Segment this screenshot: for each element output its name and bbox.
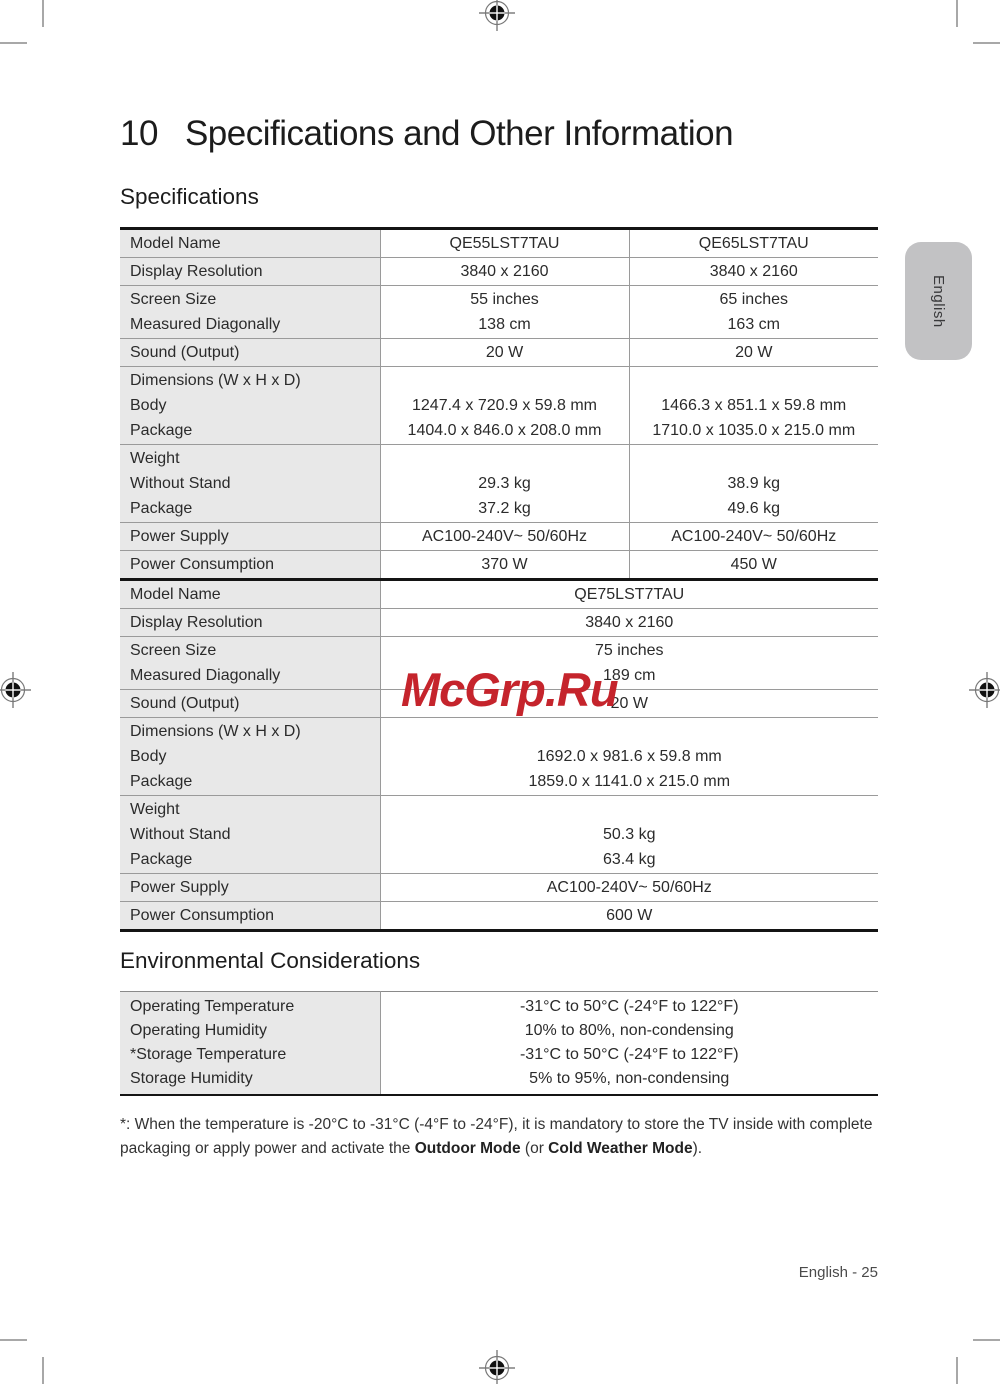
spec-row-label bbox=[120, 523, 380, 551]
spec-row-label bbox=[120, 902, 380, 931]
footnote-text: (or bbox=[520, 1140, 549, 1157]
spec-row-label bbox=[120, 874, 380, 902]
spec-table-row bbox=[120, 229, 878, 258]
cell-line: 29.3 kg bbox=[478, 475, 531, 492]
cell-line: Weight bbox=[130, 801, 180, 818]
cell-line: 3840 x 2160 bbox=[460, 263, 549, 280]
cell-line: Package bbox=[130, 422, 193, 439]
spec-row-value bbox=[380, 229, 629, 258]
cell-line: Measured Diagonally bbox=[130, 667, 281, 684]
cell-line: 370 W bbox=[481, 556, 528, 573]
cell-line: Display Resolution bbox=[130, 263, 263, 280]
cell-line: Sound (Output) bbox=[130, 344, 240, 361]
spec-row-label bbox=[120, 445, 380, 523]
spec-table-row bbox=[120, 286, 878, 339]
cell-line: 37.2 kg bbox=[478, 500, 531, 517]
spec-row-label bbox=[120, 580, 380, 609]
cell-line: QE75LST7TAU bbox=[574, 586, 685, 603]
footnote-text: *: When the temperature is -20°C to -31°C (-4°F to -24°F), it is mandatory to store the TV inside with complete packaging or apply power and activate the bbox=[120, 1115, 873, 1157]
cell-line: Package bbox=[130, 773, 193, 790]
cell-line: -31°C to 50°C (-24°F to 122°F) bbox=[519, 1046, 739, 1063]
cell-line: Dimensions (W x H x D) bbox=[130, 723, 301, 740]
cropmark-bottom-left-horizontal bbox=[0, 1339, 27, 1341]
cell-line: 1247.4 x 720.9 x 59.8 mm bbox=[412, 397, 597, 414]
language-side-tab bbox=[905, 242, 972, 360]
spec-row-value bbox=[380, 796, 878, 874]
cell-line bbox=[389, 719, 871, 744]
spec-row-value bbox=[380, 523, 629, 551]
language-side-tab-label: English bbox=[930, 274, 947, 328]
cropmark-top-left-vertical bbox=[42, 0, 44, 27]
cell-line: AC100-240V~ 50/60Hz bbox=[422, 528, 587, 545]
spec-row-label bbox=[120, 229, 380, 258]
spec-row-label bbox=[120, 258, 380, 286]
cell-line: 3840 x 2160 bbox=[585, 614, 674, 631]
registration-mark-icon bbox=[0, 672, 31, 708]
spec-row-label bbox=[120, 339, 380, 367]
cell-line: 63.4 kg bbox=[603, 851, 656, 868]
footnote-outdoor-mode: Outdoor Mode bbox=[414, 1140, 521, 1157]
registration-mark-icon bbox=[479, 0, 515, 31]
chapter-title bbox=[120, 114, 733, 154]
cell-line: Screen Size bbox=[130, 291, 217, 308]
cell-line: 600 W bbox=[606, 907, 653, 924]
spec-row-value bbox=[380, 286, 629, 339]
cell-line: 450 W bbox=[730, 556, 777, 573]
cell-line: Power Supply bbox=[130, 528, 229, 545]
spec-row-value bbox=[629, 258, 878, 286]
cell-line: Measured Diagonally bbox=[130, 316, 281, 333]
spec-row-label bbox=[120, 690, 380, 718]
cell-line: 38.9 kg bbox=[727, 475, 780, 492]
spec-row-value bbox=[380, 445, 629, 523]
cell-line: Operating Humidity bbox=[130, 1022, 267, 1039]
cell-line bbox=[638, 446, 871, 471]
spec-row-value bbox=[380, 902, 878, 931]
spec-row-label bbox=[120, 609, 380, 637]
cell-line: AC100-240V~ 50/60Hz bbox=[546, 879, 712, 896]
spec-row-value bbox=[380, 339, 629, 367]
spec-row-value bbox=[629, 339, 878, 367]
cell-line: Dimensions (W x H x D) bbox=[130, 372, 301, 389]
cropmark-top-right-horizontal bbox=[973, 42, 1000, 44]
cropmark-top-right-vertical bbox=[956, 0, 958, 27]
environmental-table bbox=[120, 991, 878, 1096]
specifications-table bbox=[120, 227, 878, 932]
env-table-row bbox=[120, 992, 878, 1096]
cell-line bbox=[389, 368, 621, 393]
cell-line: Operating Temperature bbox=[130, 998, 295, 1015]
cell-line: 1404.0 x 846.0 x 208.0 mm bbox=[407, 422, 602, 439]
cell-line: 10% to 80%, non-condensing bbox=[524, 1022, 734, 1039]
spec-row-label bbox=[120, 637, 380, 690]
cell-line: 75 inches bbox=[595, 642, 664, 659]
spec-row-value bbox=[380, 718, 878, 796]
cell-line: 163 cm bbox=[727, 316, 780, 333]
cell-line bbox=[638, 368, 871, 393]
cell-line: 20 W bbox=[735, 344, 773, 361]
spec-table-row bbox=[120, 445, 878, 523]
cell-line: Power Consumption bbox=[130, 556, 275, 573]
footnote-cold-weather-mode: Cold Weather Mode bbox=[548, 1140, 693, 1157]
cell-line: 49.6 kg bbox=[727, 500, 780, 517]
chapter-title-text: Specifications and Other Information bbox=[184, 114, 734, 153]
registration-mark-icon bbox=[479, 1350, 515, 1384]
spec-table-row bbox=[120, 796, 878, 874]
spec-row-value bbox=[380, 551, 629, 580]
cell-line: Sound (Output) bbox=[130, 695, 240, 712]
cell-line: QE65LST7TAU bbox=[698, 235, 809, 252]
spec-table-row bbox=[120, 551, 878, 580]
specifications-heading: Specifications bbox=[120, 184, 259, 209]
cell-line: Without Stand bbox=[130, 826, 231, 843]
cell-line: *Storage Temperature bbox=[130, 1046, 287, 1063]
cell-line: 138 cm bbox=[478, 316, 531, 333]
spec-row-label bbox=[120, 551, 380, 580]
cell-line: 20 W bbox=[610, 695, 648, 712]
env-labels bbox=[120, 992, 380, 1096]
spec-row-value bbox=[380, 367, 629, 445]
cell-line: Weight bbox=[130, 450, 180, 467]
cell-line: Power Supply bbox=[130, 879, 229, 896]
cell-line: Without Stand bbox=[130, 475, 231, 492]
storage-footnote bbox=[120, 1113, 888, 1162]
cropmark-top-left-horizontal bbox=[0, 42, 27, 44]
registration-mark-icon bbox=[969, 672, 1000, 708]
cell-line: AC100-240V~ 50/60Hz bbox=[671, 528, 837, 545]
spec-table-row bbox=[120, 874, 878, 902]
spec-row-label bbox=[120, 718, 380, 796]
spec-row-value bbox=[629, 445, 878, 523]
cell-line: Storage Humidity bbox=[130, 1070, 253, 1087]
spec-row-label bbox=[120, 796, 380, 874]
cell-line: Package bbox=[130, 500, 193, 517]
cell-line: 65 inches bbox=[719, 291, 788, 308]
cell-line bbox=[389, 797, 871, 822]
spec-row-value bbox=[380, 609, 878, 637]
cell-line: Model Name bbox=[130, 235, 221, 252]
spec-row-value bbox=[629, 229, 878, 258]
cell-line: 20 W bbox=[485, 344, 524, 361]
spec-row-value bbox=[629, 523, 878, 551]
spec-row-value bbox=[629, 367, 878, 445]
cell-line: 1859.0 x 1141.0 x 215.0 mm bbox=[528, 773, 731, 790]
watermark-text: McGrp.Ru bbox=[401, 663, 618, 716]
env-values bbox=[380, 992, 878, 1096]
footnote-text: ). bbox=[692, 1140, 703, 1157]
spec-row-label bbox=[120, 286, 380, 339]
cropmark-bottom-right-vertical bbox=[956, 1357, 958, 1384]
page-number: English - 25 bbox=[798, 1264, 878, 1281]
cell-line: 5% to 95%, non-condensing bbox=[529, 1070, 730, 1087]
cell-line: Power Consumption bbox=[130, 907, 275, 924]
cropmark-bottom-right-horizontal bbox=[973, 1339, 1000, 1341]
spec-table-row bbox=[120, 339, 878, 367]
cell-line: 1692.0 x 981.6 x 59.8 mm bbox=[536, 748, 722, 765]
spec-row-value bbox=[380, 874, 878, 902]
spec-table-row bbox=[120, 609, 878, 637]
spec-row-value bbox=[629, 551, 878, 580]
environmental-heading: Environmental Considerations bbox=[120, 948, 421, 973]
cell-line: QE55LST7TAU bbox=[449, 235, 560, 252]
cell-line: 1466.3 x 851.1 x 59.8 mm bbox=[661, 397, 847, 414]
cell-line: Body bbox=[130, 397, 167, 414]
spec-row-value bbox=[629, 286, 878, 339]
cell-line: Display Resolution bbox=[130, 614, 263, 631]
cropmark-bottom-left-vertical bbox=[42, 1357, 44, 1384]
cell-line: -31°C to 50°C (-24°F to 122°F) bbox=[519, 998, 739, 1015]
spec-table-row bbox=[120, 718, 878, 796]
cell-line: 1710.0 x 1035.0 x 215.0 mm bbox=[652, 422, 856, 439]
spec-row-value bbox=[380, 580, 878, 609]
spec-table-row bbox=[120, 523, 878, 551]
cell-line bbox=[389, 446, 621, 471]
cell-line: Screen Size bbox=[130, 642, 217, 659]
cell-line: Package bbox=[130, 851, 193, 868]
spec-table-row bbox=[120, 367, 878, 445]
spec-row-label bbox=[120, 367, 380, 445]
cell-line: 55 inches bbox=[470, 291, 539, 308]
cell-line: 3840 x 2160 bbox=[709, 263, 798, 280]
spec-table-row bbox=[120, 580, 878, 609]
chapter-number: 10 bbox=[120, 114, 158, 153]
cell-line: 50.3 kg bbox=[603, 826, 656, 843]
spec-table-row bbox=[120, 258, 878, 286]
cell-line: Model Name bbox=[130, 586, 221, 603]
spec-row-value bbox=[380, 258, 629, 286]
cell-line: 189 cm bbox=[603, 667, 656, 684]
cell-line: Body bbox=[130, 748, 167, 765]
spec-table-row bbox=[120, 902, 878, 931]
